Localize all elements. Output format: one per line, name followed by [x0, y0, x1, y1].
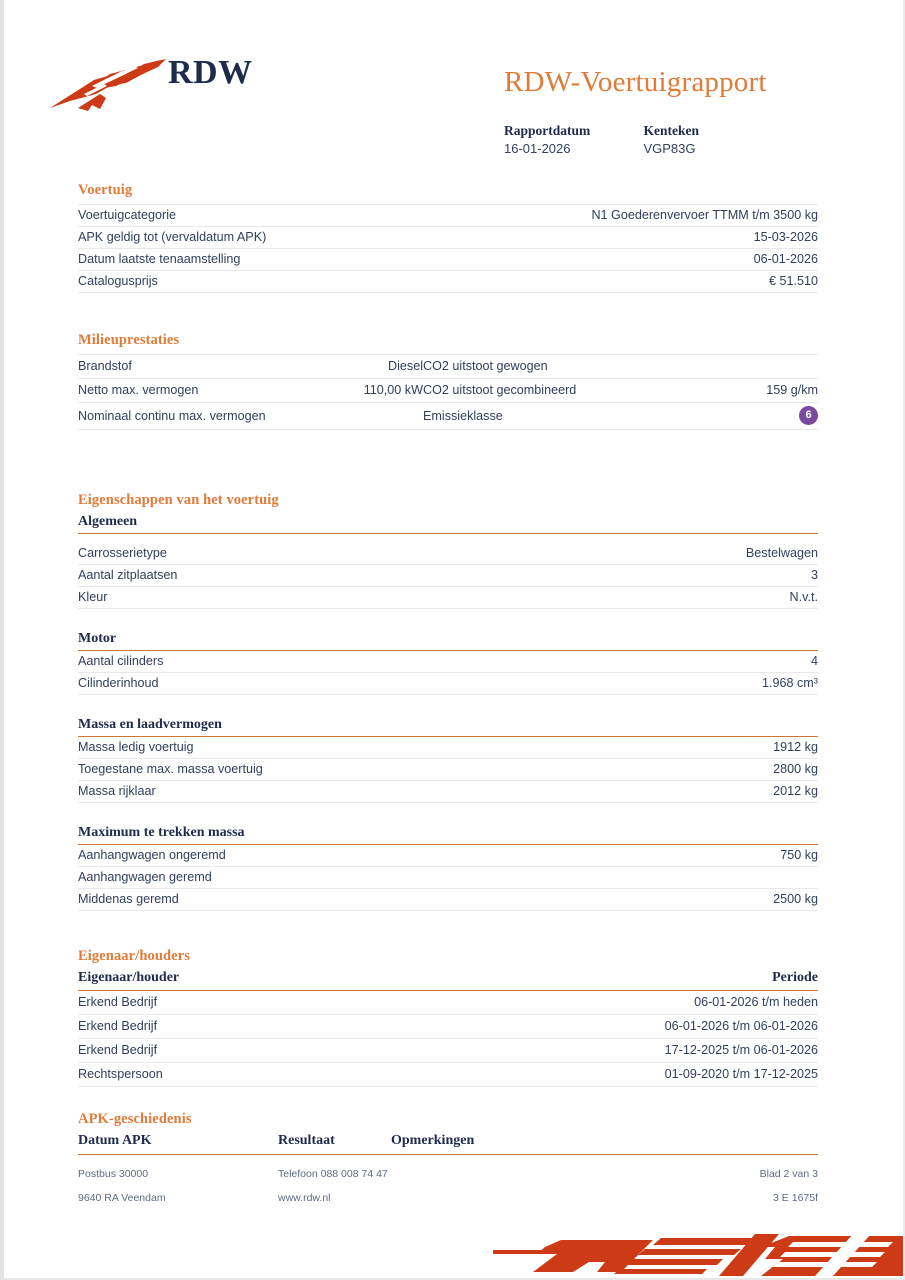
- section-title-eigenaar-houders: Eigenaar/houders: [78, 948, 190, 964]
- row-label: Datum laatste tenaamstelling: [78, 249, 448, 271]
- report-meta: [504, 122, 834, 159]
- voertuig-table: [78, 204, 818, 293]
- group-heading-motor: Motor: [78, 631, 818, 651]
- owner-period: 06-01-2026 t/m 06-01-2026: [448, 1015, 818, 1039]
- licence-plate-label: Kenteken: [643, 123, 699, 138]
- row-label-left: Netto max. vermogen: [78, 379, 293, 403]
- footer-form-code: 3 E 1675f: [773, 1192, 818, 1204]
- table-row: [78, 403, 818, 430]
- table-header-row: [78, 1133, 818, 1155]
- row-label: Aanhangwagen geremd: [78, 867, 448, 889]
- row-label: APK geldig tot (vervaldatum APK): [78, 227, 448, 249]
- row-label-right: CO2 uitstoot gecombineerd: [423, 379, 648, 403]
- row-label: Toegestane max. massa voertuig: [78, 759, 448, 781]
- report-date-value: 16-01-2026: [504, 141, 571, 156]
- report-header: [4, 24, 903, 159]
- table-row: [78, 991, 818, 1015]
- row-value: 750 kg: [448, 845, 818, 867]
- milieuprestaties-table: [78, 354, 818, 430]
- section-title-voertuig: Voertuig: [78, 182, 133, 198]
- group-heading-massa: Massa en laadvermogen: [78, 717, 818, 737]
- section-milieuprestaties: [78, 332, 818, 430]
- section-title-eigenschappen: Eigenschappen van het voertuig: [78, 492, 279, 508]
- row-value: 1912 kg: [448, 737, 818, 759]
- motor-table: [78, 651, 818, 695]
- rdw-wordmark: RDW: [168, 54, 253, 91]
- row-value-right: [648, 355, 818, 379]
- footer-line-1: [78, 1168, 818, 1192]
- row-value: 15-03-2026: [448, 227, 818, 249]
- page-footer: [78, 1168, 818, 1216]
- section-title-apk-geschiedenis: APK-geschiedenis: [78, 1111, 192, 1127]
- rdw-bottom-stripes-icon: [493, 1214, 903, 1276]
- status-badge: 6: [799, 406, 818, 425]
- owner-period: 01-09-2020 t/m 17-12-2025: [448, 1063, 818, 1087]
- table-header-row: [78, 970, 818, 991]
- table-row: [78, 355, 818, 379]
- group-trekken-massa: [78, 825, 818, 911]
- row-label-left: Nominaal continu max. vermogen: [78, 403, 293, 430]
- row-label: Kleur: [78, 587, 448, 609]
- row-label: Catalogusprijs: [78, 271, 448, 293]
- table-row: [78, 205, 818, 227]
- group-motor: [78, 631, 818, 695]
- table-row: [78, 1015, 818, 1039]
- section-voertuig: [78, 182, 818, 293]
- row-value-right: 159 g/km: [648, 379, 818, 403]
- table-row: [78, 889, 818, 911]
- algemeen-table: [78, 543, 818, 609]
- table-row: [78, 271, 818, 293]
- group-heading-algemeen: Algemeen: [78, 514, 818, 534]
- table-row: [78, 737, 818, 759]
- owner-name: Erkend Bedrijf: [78, 991, 448, 1015]
- column-header-period: Periode: [448, 970, 818, 991]
- row-value: 2800 kg: [448, 759, 818, 781]
- footer-page-number: Blad 2 van 3: [759, 1168, 818, 1180]
- row-value-right: [648, 403, 818, 430]
- table-row: [78, 249, 818, 271]
- owner-name: Rechtspersoon: [78, 1063, 448, 1087]
- report-date-block: [504, 122, 639, 159]
- group-heading-trekken-massa: Maximum te trekken massa: [78, 825, 818, 845]
- table-row: [78, 1063, 818, 1087]
- table-row: [78, 565, 818, 587]
- rdw-logo: [48, 38, 328, 128]
- row-value: N1 Goederenvervoer TTMM t/m 3500 kg: [448, 205, 818, 227]
- footer-city: 9640 RA Veendam: [78, 1192, 166, 1204]
- row-value: N.v.t.: [448, 587, 818, 609]
- column-header-apk-date: Datum APK: [78, 1133, 278, 1155]
- footer-line-2: [78, 1192, 818, 1216]
- row-value-left: 110,00 kW: [293, 379, 423, 403]
- column-header-apk-remarks: Opmerkingen: [391, 1133, 818, 1155]
- licence-plate-block: [643, 122, 699, 159]
- row-label-right: CO2 uitstoot gewogen: [423, 355, 648, 379]
- row-label: Voertuigcategorie: [78, 205, 448, 227]
- row-value: 4: [448, 651, 818, 673]
- row-label: Aantal cilinders: [78, 651, 448, 673]
- row-label: Middenas geremd: [78, 889, 448, 911]
- group-algemeen: [78, 514, 818, 609]
- massa-table: [78, 737, 818, 803]
- row-value: 2012 kg: [448, 781, 818, 803]
- row-label: Aanhangwagen ongeremd: [78, 845, 448, 867]
- table-row: [78, 759, 818, 781]
- table-row: [78, 845, 818, 867]
- table-row: [78, 587, 818, 609]
- row-value: € 51.510: [448, 271, 818, 293]
- footer-website: www.rdw.nl: [278, 1192, 331, 1204]
- footer-telephone: Telefoon 088 008 74 47: [278, 1168, 388, 1180]
- table-row: [78, 673, 818, 695]
- row-label-left: Brandstof: [78, 355, 293, 379]
- page-title: RDW-Voertuigrapport: [504, 66, 767, 98]
- row-label: Aantal zitplaatsen: [78, 565, 448, 587]
- section-eigenschappen: [78, 492, 818, 911]
- row-label: Massa ledig voertuig: [78, 737, 448, 759]
- column-header-owner: Eigenaar/houder: [78, 970, 448, 991]
- row-value: 06-01-2026: [448, 249, 818, 271]
- table-row: [78, 867, 818, 889]
- row-value-left: Diesel: [293, 355, 423, 379]
- rdw-feather-logo-icon: [48, 56, 188, 116]
- owner-period: 06-01-2026 t/m heden: [448, 991, 818, 1015]
- table-row: [78, 651, 818, 673]
- group-massa: [78, 717, 818, 803]
- eigenaar-table: [78, 970, 818, 1087]
- row-label: Carrosserietype: [78, 543, 448, 565]
- table-row: [78, 1039, 818, 1063]
- row-label-right: Emissieklasse: [423, 403, 648, 430]
- owner-name: Erkend Bedrijf: [78, 1039, 448, 1063]
- row-label: Cilinderinhoud: [78, 673, 448, 695]
- section-title-milieuprestaties: Milieuprestaties: [78, 332, 180, 348]
- table-row: [78, 227, 818, 249]
- section-eigenaar-houders: [78, 948, 818, 1087]
- footer-postbus: Postbus 30000: [78, 1168, 149, 1180]
- owner-name: Erkend Bedrijf: [78, 1015, 448, 1039]
- section-apk-geschiedenis: [78, 1111, 818, 1155]
- row-value: Bestelwagen: [448, 543, 818, 565]
- apk-table: [78, 1133, 818, 1155]
- column-header-apk-result: Resultaat: [278, 1133, 391, 1155]
- table-row: [78, 543, 818, 565]
- row-value: 2500 kg: [448, 889, 818, 911]
- row-label: Massa rijklaar: [78, 781, 448, 803]
- row-value: [448, 867, 818, 889]
- row-value: 1.968 cm³: [448, 673, 818, 695]
- row-value-left: [293, 403, 423, 430]
- licence-plate-value: VGP83G: [643, 141, 696, 156]
- owner-period: 17-12-2025 t/m 06-01-2026: [448, 1039, 818, 1063]
- row-value: 3: [448, 565, 818, 587]
- table-row: [78, 379, 818, 403]
- report-date-label: Rapportdatum: [504, 123, 591, 138]
- trekken-massa-table: [78, 845, 818, 911]
- table-row: [78, 781, 818, 803]
